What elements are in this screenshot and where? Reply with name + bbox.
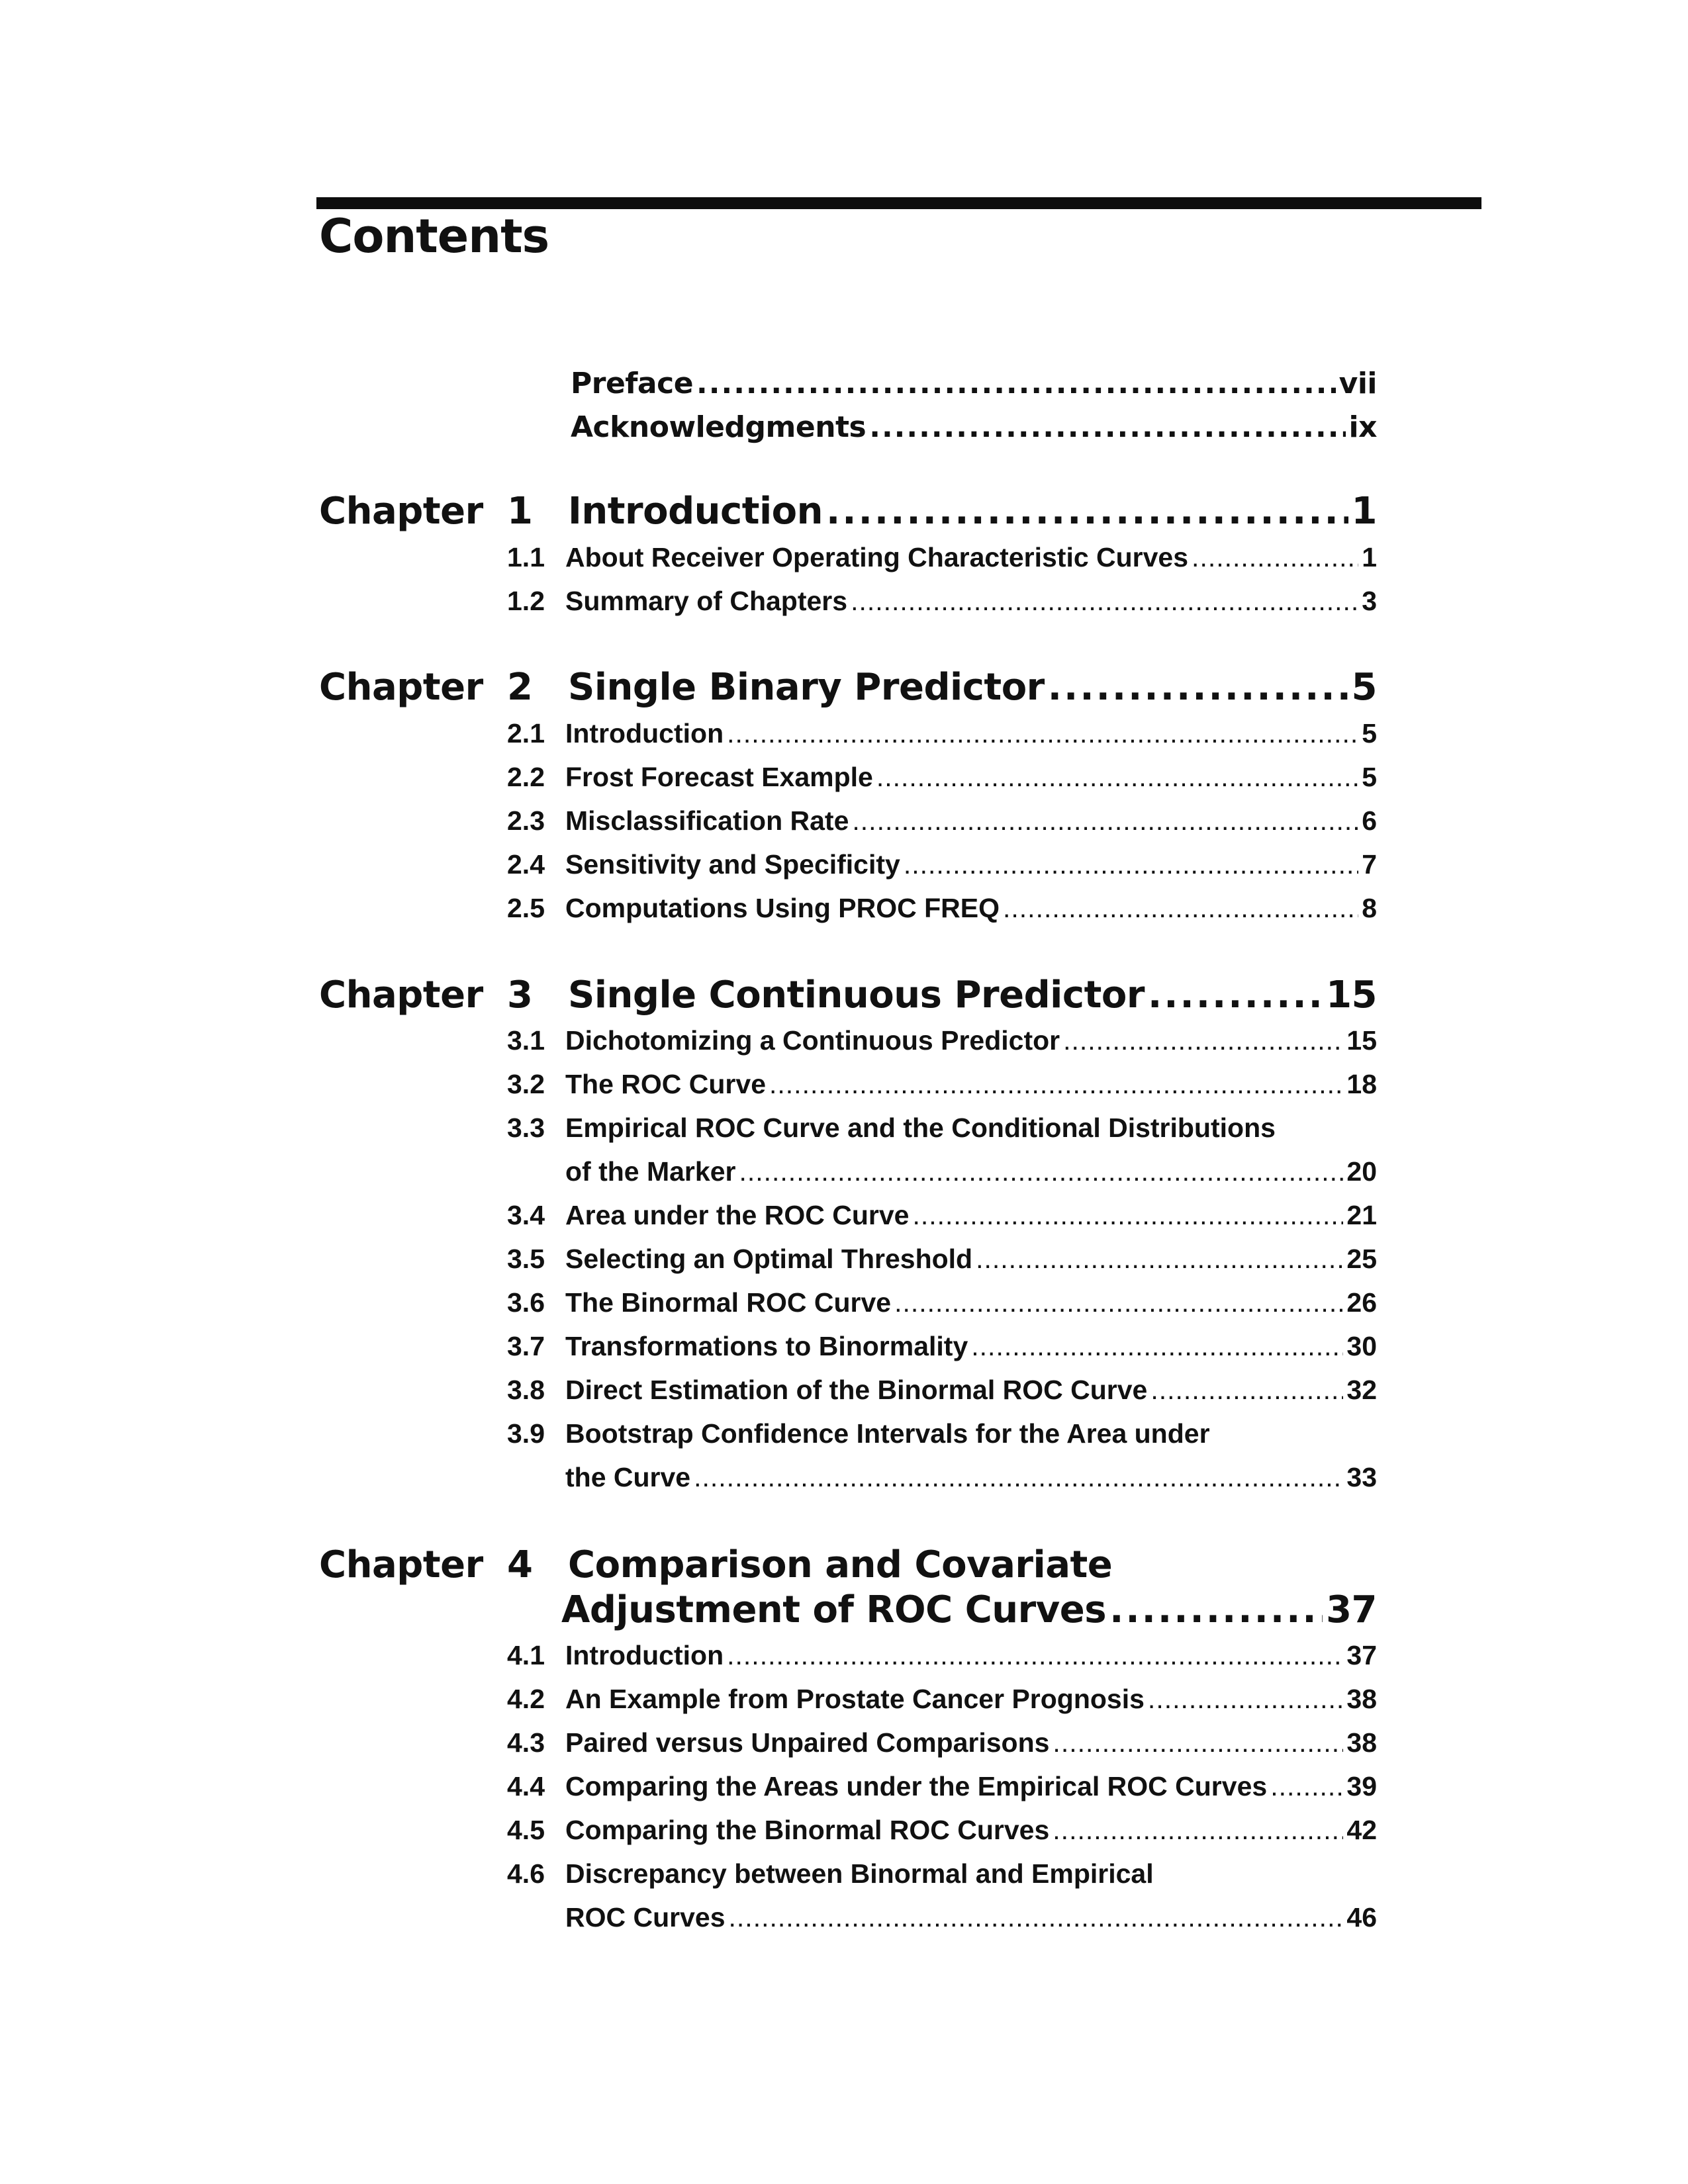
chapter-title: Adjustment of ROC Curves [561,1588,1107,1631]
dot-leader [894,1287,1343,1318]
page-number: 15 [1326,974,1377,1017]
section-title: of the Marker [565,1156,736,1187]
toc-entry-section[interactable] [565,1069,1377,1100]
chapter-label: Chapter [319,974,483,1017]
page-number: 1 [1351,490,1377,533]
section-title-line1: Discrepancy between Binormal and Empirical [565,1858,1154,1889]
section-title: Comparing the Areas under the Empirical ROC Curves [565,1771,1268,1801]
section-title: About Receiver Operating Characteristic Curves [565,542,1189,572]
section-number: 3.5 [507,1244,545,1274]
chapter-number: 4 [507,1543,533,1586]
dot-leader [1192,542,1358,573]
toc-entry-section[interactable] [565,1771,1377,1802]
section-title: An Example from Prostate Cancer Prognosis [565,1684,1145,1714]
section-title: Introduction [565,1640,724,1670]
toc-entry-section[interactable] [565,1331,1377,1362]
page-number: 42 [1346,1815,1377,1845]
chapter-number: 1 [507,490,533,533]
page-number: 33 [1346,1462,1377,1492]
toc-entry-section[interactable] [565,718,1377,749]
toc-entry-section[interactable] [565,1640,1377,1671]
dot-leader [876,762,1358,793]
dot-leader [976,1244,1343,1275]
dot-leader [1048,666,1348,709]
page-number: 37 [1326,1588,1377,1631]
page-number: 30 [1346,1331,1377,1361]
toc-entry-section[interactable] [565,1287,1377,1318]
section-number: 3.8 [507,1375,545,1405]
toc-entry-section[interactable] [565,1244,1377,1275]
toc-entry-section[interactable] [565,1462,1377,1493]
section-title: Frost Forecast Example [565,762,873,792]
dot-leader [826,490,1348,533]
page-number: 21 [1346,1200,1377,1230]
toc-entry-section[interactable] [565,762,1377,793]
section-title: Direct Estimation of the Binormal ROC Curve [565,1375,1148,1405]
dot-leader [1148,974,1323,1017]
section-title: Area under the ROC Curve [565,1200,910,1230]
dot-leader [1270,1771,1343,1802]
section-title: Paired versus Unpaired Comparisons [565,1727,1050,1758]
section-title: Introduction [565,718,724,749]
toc-entry-section[interactable] [565,805,1377,837]
section-title: Dichotomizing a Continuous Predictor [565,1025,1060,1056]
toc-entry-section[interactable] [565,586,1377,617]
section-title: the Curve [565,1462,691,1492]
chapter-label: Chapter [319,1543,483,1586]
page-number: 20 [1346,1156,1377,1187]
section-number: 3.3 [507,1113,545,1143]
section-number: 2.1 [507,718,545,749]
dot-leader [912,1200,1343,1231]
page-number: 25 [1346,1244,1377,1274]
page-number: 5 [1351,666,1377,709]
dot-leader [739,1156,1343,1187]
toc-entry-chapter-2[interactable] [568,666,1377,709]
page-title: Contents [319,209,549,263]
entry-title: Acknowledgments [571,410,867,444]
section-title: Summary of Chapters [565,586,848,616]
section-title: ROC Curves [565,1902,726,1933]
section-number: 2.2 [507,762,545,792]
dot-leader [1148,1684,1343,1715]
page-number: ix [1348,410,1377,444]
section-number: 4.5 [507,1815,545,1845]
section-number: 4.1 [507,1640,545,1670]
page-number: 37 [1346,1640,1377,1670]
section-number: 3.7 [507,1331,545,1361]
toc-entry-section[interactable] [565,1815,1377,1846]
section-number: 2.5 [507,893,545,923]
section-number: 4.3 [507,1727,545,1758]
chapter-number: 2 [507,666,533,709]
chapter-title: Single Binary Predictor [568,666,1045,709]
dot-leader [852,805,1358,837]
section-number: 1.1 [507,542,545,572]
section-number: 3.2 [507,1069,545,1099]
toc-entry-section[interactable] [565,1156,1377,1187]
toc-entry-section[interactable] [565,1025,1377,1056]
section-title: The Binormal ROC Curve [565,1287,892,1318]
section-number: 4.2 [507,1684,545,1714]
dot-leader [904,849,1358,880]
toc-entry-acknowledgments[interactable] [571,410,1377,444]
section-number: 4.6 [507,1858,545,1889]
section-title-line1: Bootstrap Confidence Intervals for the Area under [565,1418,1210,1449]
toc-entry-section[interactable] [565,1902,1377,1933]
chapter-title: Introduction [568,490,823,533]
toc-entry-chapter-3[interactable] [568,974,1377,1017]
toc-entry-section[interactable] [565,849,1377,880]
section-number: 3.6 [507,1287,545,1318]
section-title-line1: Empirical ROC Curve and the Conditional Distributions [565,1113,1276,1143]
dot-leader [1053,1815,1343,1846]
dot-leader [869,410,1345,444]
toc-entry-section[interactable] [565,1727,1377,1758]
section-title: Misclassification Rate [565,805,849,836]
page-number: 26 [1346,1287,1377,1318]
page-number: 38 [1346,1727,1377,1758]
page-number: 18 [1346,1069,1377,1099]
entry-title: Preface [571,367,694,400]
toc-entry-section[interactable] [565,1684,1377,1715]
dot-leader [727,1640,1343,1671]
section-number: 3.4 [507,1200,545,1230]
section-number: 2.4 [507,849,545,880]
page-number: 6 [1362,805,1377,836]
chapter-label: Chapter [319,666,483,709]
chapter-title: Single Continuous Predictor [568,974,1145,1017]
page-number: 32 [1346,1375,1377,1405]
toc-entry-section[interactable] [565,542,1377,573]
toc-entry-preface[interactable] [571,367,1377,400]
page-number: 3 [1362,586,1377,616]
dot-leader [727,718,1358,749]
page-number: 1 [1362,542,1377,572]
section-number: 3.1 [507,1025,545,1056]
section-number: 2.3 [507,805,545,836]
dot-leader [1053,1727,1343,1758]
toc-entry-chapter-1[interactable] [568,490,1377,533]
chapter-number: 3 [507,974,533,1017]
section-title: Transformations to Binormality [565,1331,968,1361]
toc-entry-section[interactable] [565,1200,1377,1231]
page-number: 38 [1346,1684,1377,1714]
section-title: Computations Using PROC FREQ [565,893,1000,923]
section-title: Comparing the Binormal ROC Curves [565,1815,1050,1845]
toc-entry-chapter-4[interactable] [561,1588,1377,1631]
section-number: 3.9 [507,1418,545,1449]
dot-leader [1063,1025,1343,1056]
page-number: 46 [1346,1902,1377,1933]
section-number: 1.2 [507,586,545,616]
dot-leader [971,1331,1343,1362]
toc-entry-section[interactable] [565,893,1377,924]
chapter-title-line1: Comparison and Covariate [568,1543,1113,1586]
dot-leader [729,1902,1344,1933]
page-number: 15 [1346,1025,1377,1056]
section-title: The ROC Curve [565,1069,766,1099]
page-number: vii [1338,367,1377,400]
page-number: 5 [1362,762,1377,792]
dot-leader [1003,893,1358,924]
dot-leader [696,367,1336,400]
dot-leader [694,1462,1343,1493]
section-title: Sensitivity and Specificity [565,849,900,880]
page-number: 8 [1362,893,1377,923]
page-number: 5 [1362,718,1377,749]
dot-leader [1150,1375,1343,1406]
page-number: 7 [1362,849,1377,880]
dot-leader [1109,1588,1323,1631]
chapter-label: Chapter [319,490,483,533]
section-title: Selecting an Optimal Threshold [565,1244,973,1274]
page-number: 39 [1346,1771,1377,1801]
dot-leader [769,1069,1343,1100]
toc-entry-section[interactable] [565,1375,1377,1406]
section-number: 4.4 [507,1771,545,1801]
dot-leader [851,586,1358,617]
